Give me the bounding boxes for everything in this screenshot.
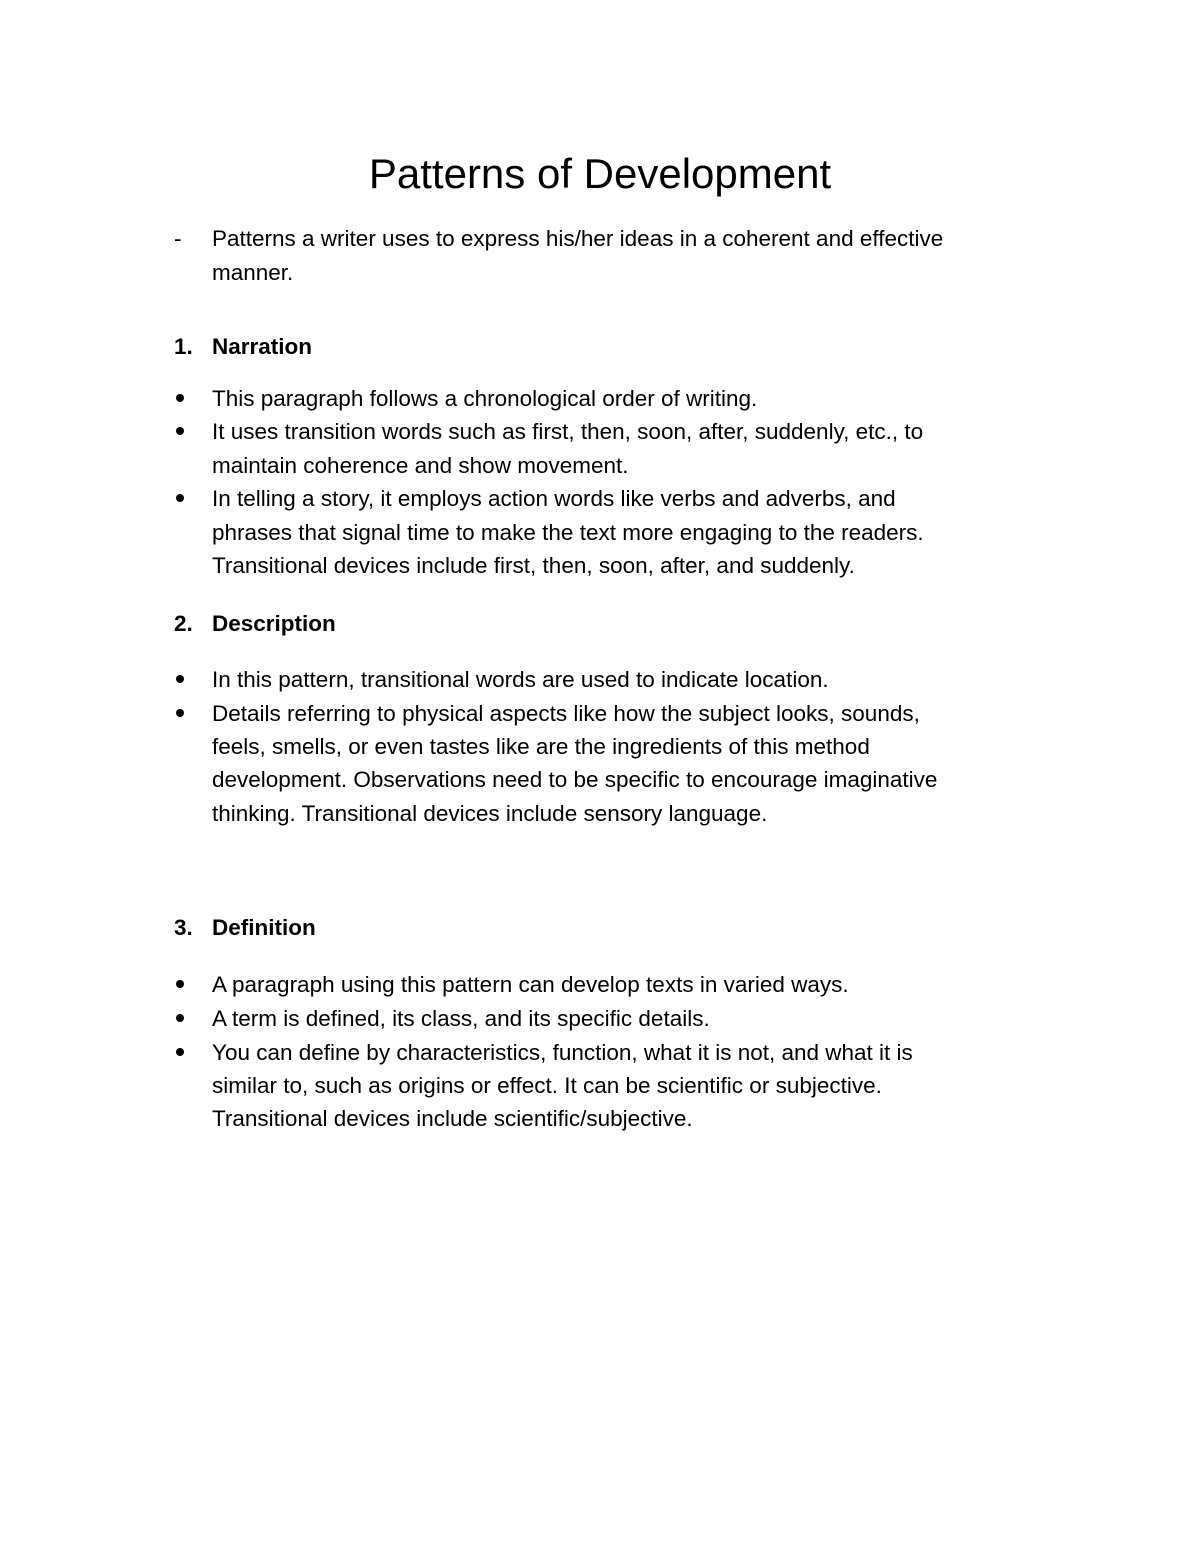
section-number: 2. [174,611,193,636]
dash-marker: - [174,226,182,251]
bullet-line: You can define by characteristics, function, what it is not, and what it is [212,1040,913,1065]
section-title: Description [212,611,336,636]
bullet-line: maintain coherence and show movement. [212,453,629,478]
bullet-icon [176,709,184,717]
intro-line: manner. [212,260,294,285]
bullet-line: A paragraph using this pattern can develop texts in varied ways. [212,972,849,997]
bullet-icon [176,427,184,435]
bullet-line: Transitional devices include scientific/subjective. [212,1106,693,1131]
bullet-line: thinking. Transitional devices include sensory language. [212,801,768,826]
bullet-icon [176,1048,184,1056]
bullet-line: It uses transition words such as first, then, soon, after, suddenly, etc., to [212,419,924,444]
section-number: 3. [174,915,193,940]
bullet-icon [176,394,184,402]
bullet-icon [176,1014,184,1022]
section-title: Definition [212,915,316,940]
bullet-line: Transitional devices include first, then, soon, after, and suddenly. [212,553,855,578]
bullet-icon [176,675,184,683]
section-number: 1. [174,334,193,359]
bullet-line: similar to, such as origins or effect. It can be scientific or subjective. [212,1073,882,1098]
bullet-line: In this pattern, transitional words are used to indicate location. [212,667,829,692]
bullet-line: A term is defined, its class, and its specific details. [212,1006,710,1031]
bullet-icon [176,980,184,988]
bullet-icon [176,494,184,502]
bullet-line: This paragraph follows a chronological order of writing. [212,386,758,411]
bullet-line: feels, smells, or even tastes like are the ingredients of this method [212,734,870,759]
section-heading-description [174,607,336,641]
section-heading-definition [174,911,316,945]
section-heading-narration [174,330,312,364]
section-title: Narration [212,334,313,359]
bullet-line: phrases that signal time to make the text more engaging to the readers. [212,520,924,545]
bullet-line: In telling a story, it employs action words like verbs and adverbs, and [212,486,896,511]
page-title: Patterns of Development [368,150,832,197]
intro-line: Patterns a writer uses to express his/her ideas in a coherent and effective [212,226,944,251]
bullet-line: development. Observations need to be specific to encourage imaginative [212,767,938,792]
bullet-line: Details referring to physical aspects like how the subject looks, sounds, [212,701,920,726]
